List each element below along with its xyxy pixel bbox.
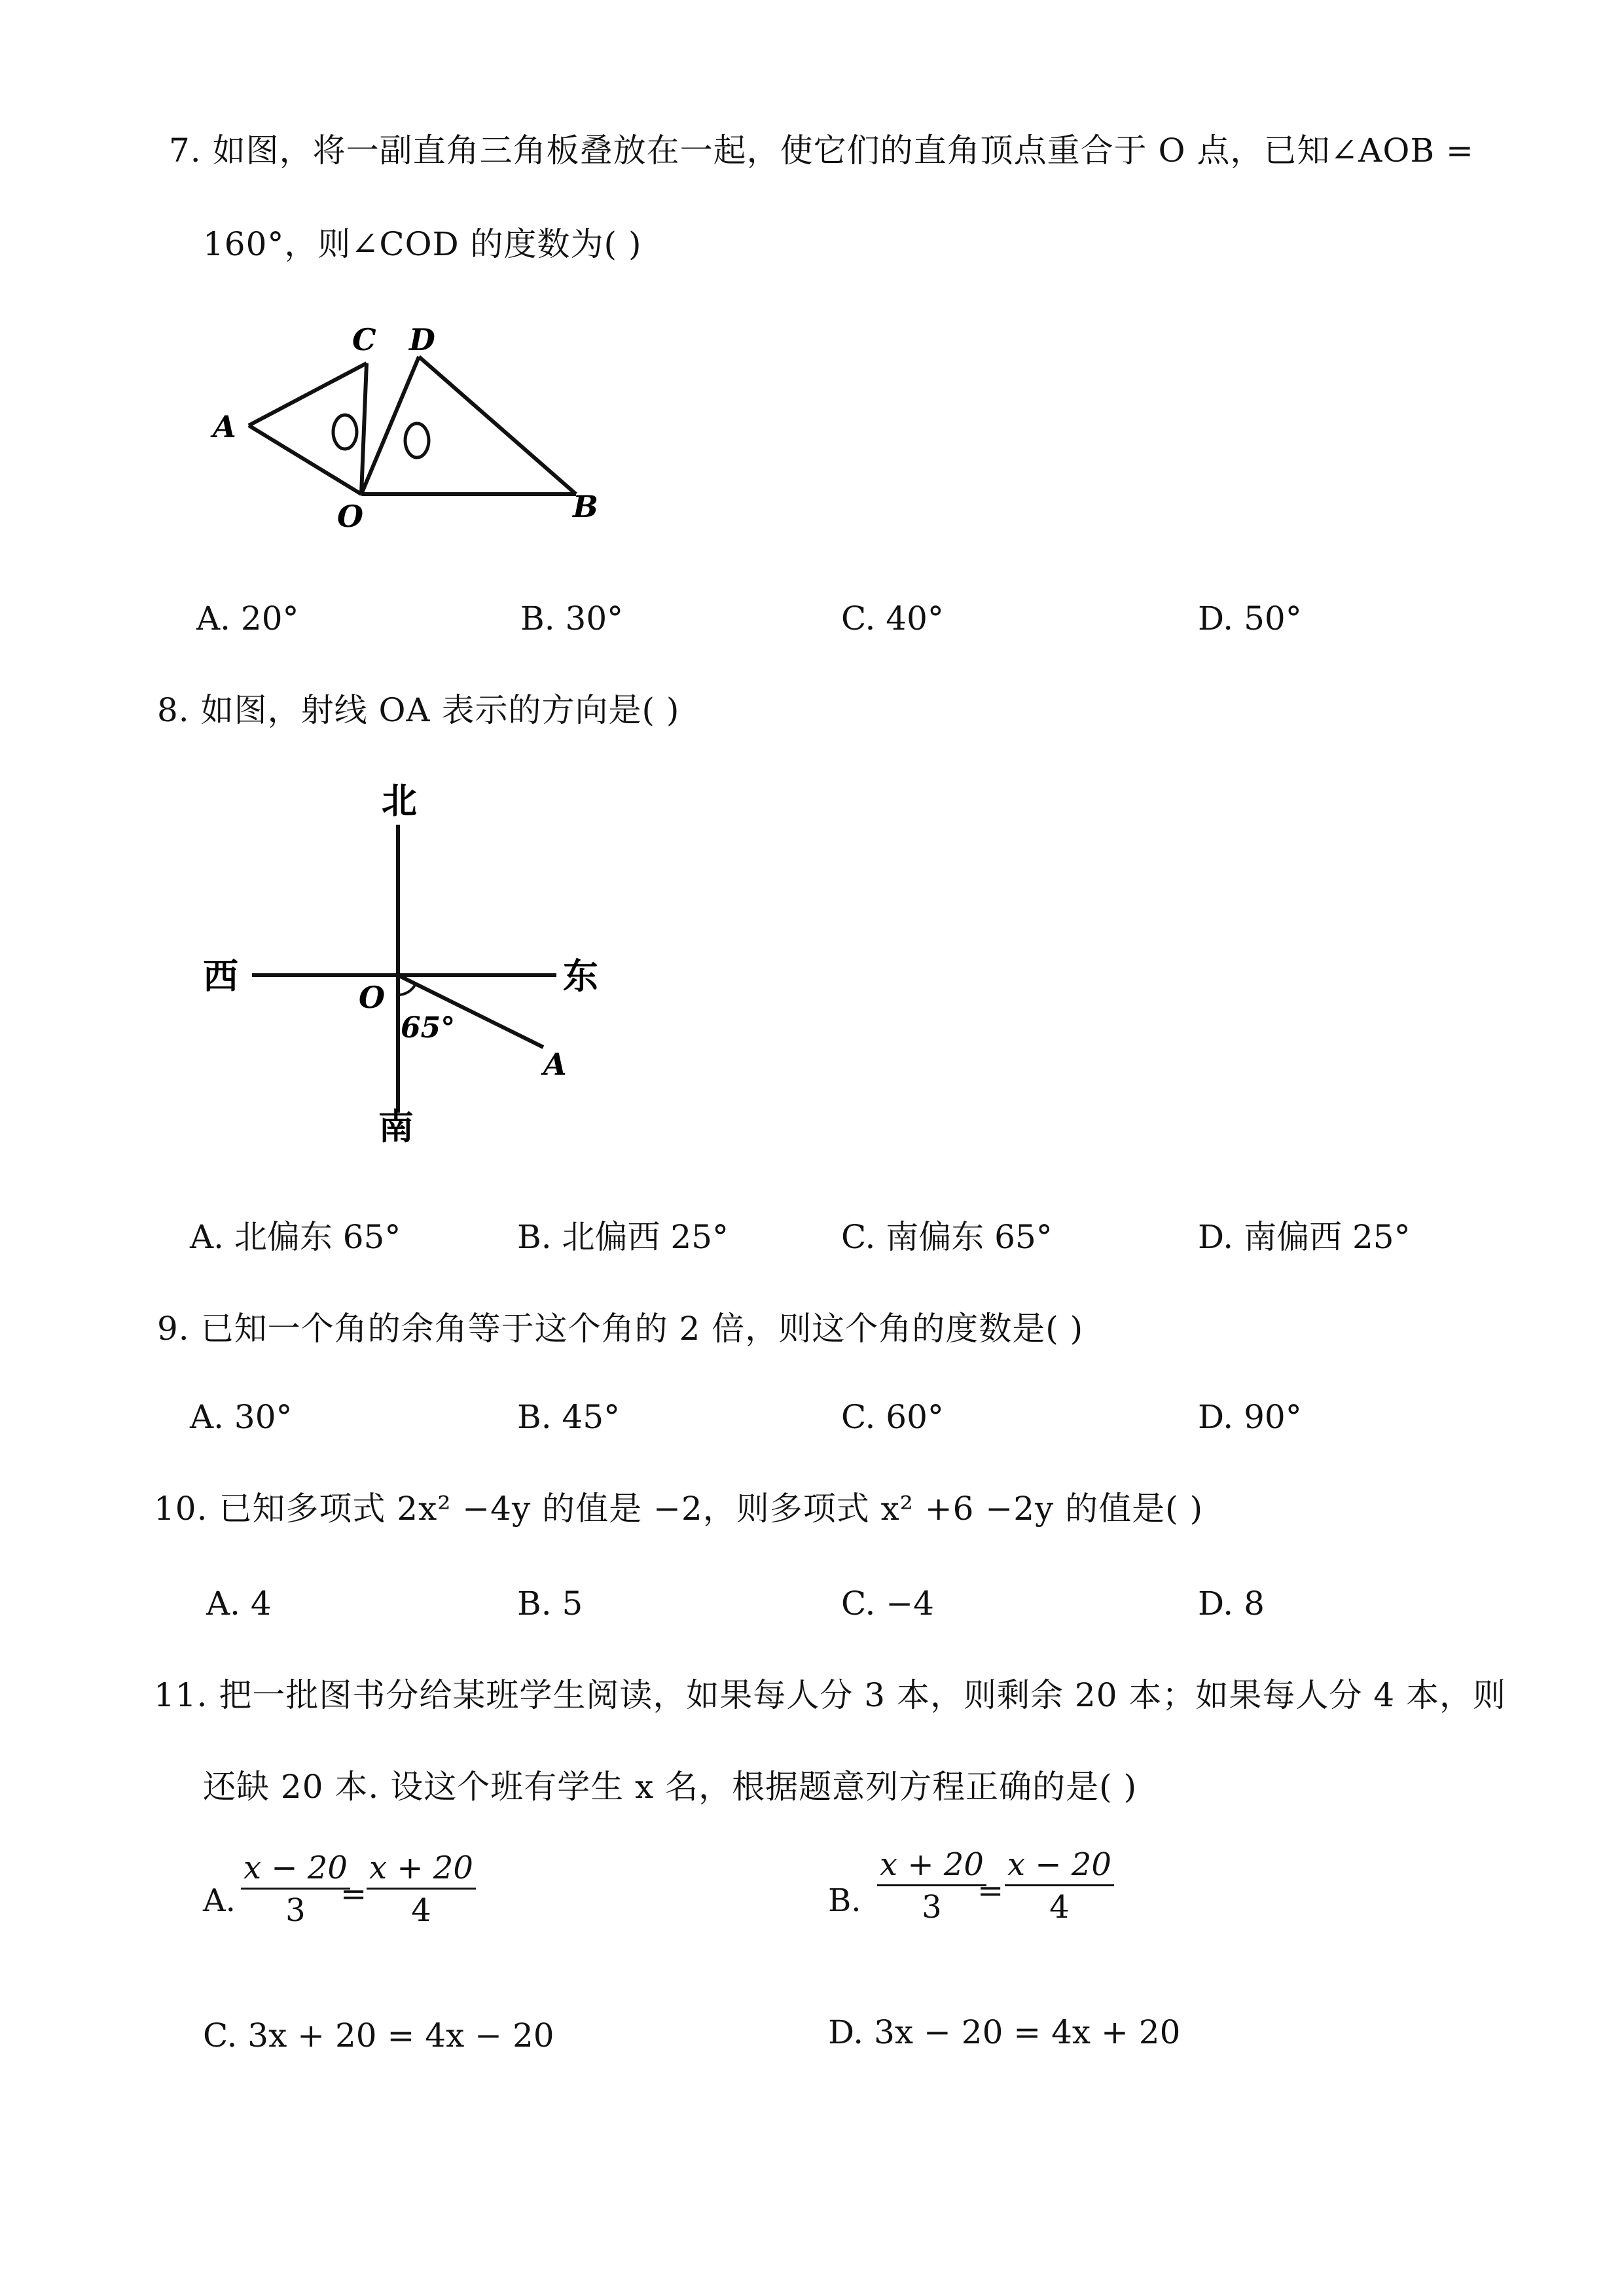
q7-label-c: C: [352, 322, 376, 357]
q11-option-b-label[interactable]: B.: [828, 1882, 861, 1919]
q8-compass-figure: [196, 772, 655, 1145]
q8-label-north: 北: [382, 780, 417, 821]
q8-label-angle: 65°: [401, 1011, 456, 1045]
q7-option-c[interactable]: C. 40°: [841, 600, 944, 637]
q7-figure: [209, 321, 668, 537]
q9-option-d[interactable]: D. 90°: [1198, 1398, 1302, 1436]
q10-option-b[interactable]: B. 5: [517, 1585, 583, 1623]
q11-option-b-den2: 4: [1049, 1889, 1070, 1926]
q11-option-a-fraction-left: [241, 1850, 350, 1929]
q10-option-d[interactable]: D. 8: [1198, 1585, 1265, 1623]
q7-text-line2: 160°，则∠COD 的度数为( ): [203, 225, 642, 263]
q11-option-b-fraction-right: [1005, 1846, 1114, 1926]
q11-option-a-fraction-right: [367, 1850, 476, 1929]
q8-option-b[interactable]: B. 北偏西 25°: [517, 1218, 729, 1256]
q10-option-c[interactable]: C. −4: [841, 1585, 934, 1623]
q11-option-a-num1: x − 20: [241, 1852, 350, 1890]
q11-text-line2: 还缺 20 本. 设这个班有学生 x 名，根据题意列方程正确的是( ): [203, 1768, 1138, 1806]
q11-option-c[interactable]: C. 3x + 20 = 4x − 20: [203, 2017, 554, 2054]
q11-option-a-num2: x + 20: [367, 1852, 476, 1890]
q11-option-a-den2: 4: [411, 1892, 431, 1929]
q9-option-b[interactable]: B. 45°: [517, 1398, 621, 1436]
q8-label-east: 东: [563, 956, 598, 997]
q10-option-a[interactable]: A. 4: [206, 1585, 272, 1623]
q8-label-south: 南: [378, 1106, 414, 1147]
q11-option-b-fraction-left: [877, 1846, 986, 1926]
q7-label-o: O: [337, 499, 364, 534]
q11-option-a-eq: =: [340, 1876, 367, 1912]
q7-label-d: D: [409, 322, 435, 357]
q11-text-line1: 11. 把一批图书分给某班学生阅读，如果每人分 3 本，则剩余 20 本；如果每人分 4 本，则: [154, 1676, 1507, 1714]
q8-label-o: O: [359, 980, 386, 1015]
q7-option-b[interactable]: B. 30°: [520, 600, 624, 637]
q10-text-line1: 10. 已知多项式 2x² −4y 的值是 −2，则多项式 x² +6 −2y 的值是( ): [154, 1490, 1204, 1528]
q8-text-line1: 8. 如图，射线 OA 表示的方向是( ): [157, 691, 680, 729]
q9-option-a[interactable]: A. 30°: [190, 1398, 293, 1436]
q7-option-d[interactable]: D. 50°: [1198, 600, 1302, 637]
q11-option-d[interactable]: D. 3x − 20 = 4x + 20: [828, 2013, 1181, 2051]
q11-option-a-label[interactable]: A.: [203, 1882, 236, 1919]
q11-option-b-num2: x − 20: [1005, 1849, 1114, 1886]
q11-option-a-den1: 3: [285, 1892, 306, 1929]
q7-option-a[interactable]: A. 20°: [196, 600, 299, 637]
q7-label-a: A: [213, 409, 236, 444]
q7-label-b: B: [573, 489, 598, 524]
q11-option-b-num1: x + 20: [877, 1849, 986, 1886]
q8-option-c[interactable]: C. 南偏东 65°: [841, 1218, 1053, 1256]
q11-option-b-den1: 3: [922, 1889, 942, 1926]
q7-text-line1: 7. 如图，将一副直角三角板叠放在一起，使它们的直角顶点重合于 O 点，已知∠AOB =: [169, 132, 1474, 170]
q9-option-c[interactable]: C. 60°: [841, 1398, 944, 1436]
q11-option-b-eq: =: [977, 1873, 1004, 1909]
q8-option-a[interactable]: A. 北偏东 65°: [190, 1218, 401, 1256]
q9-text-line1: 9. 已知一个角的余角等于这个角的 2 倍，则这个角的度数是( ): [157, 1310, 1084, 1348]
q8-label-a: A: [543, 1047, 567, 1082]
q8-option-d[interactable]: D. 南偏西 25°: [1198, 1218, 1411, 1256]
q8-label-west: 西: [203, 956, 238, 997]
